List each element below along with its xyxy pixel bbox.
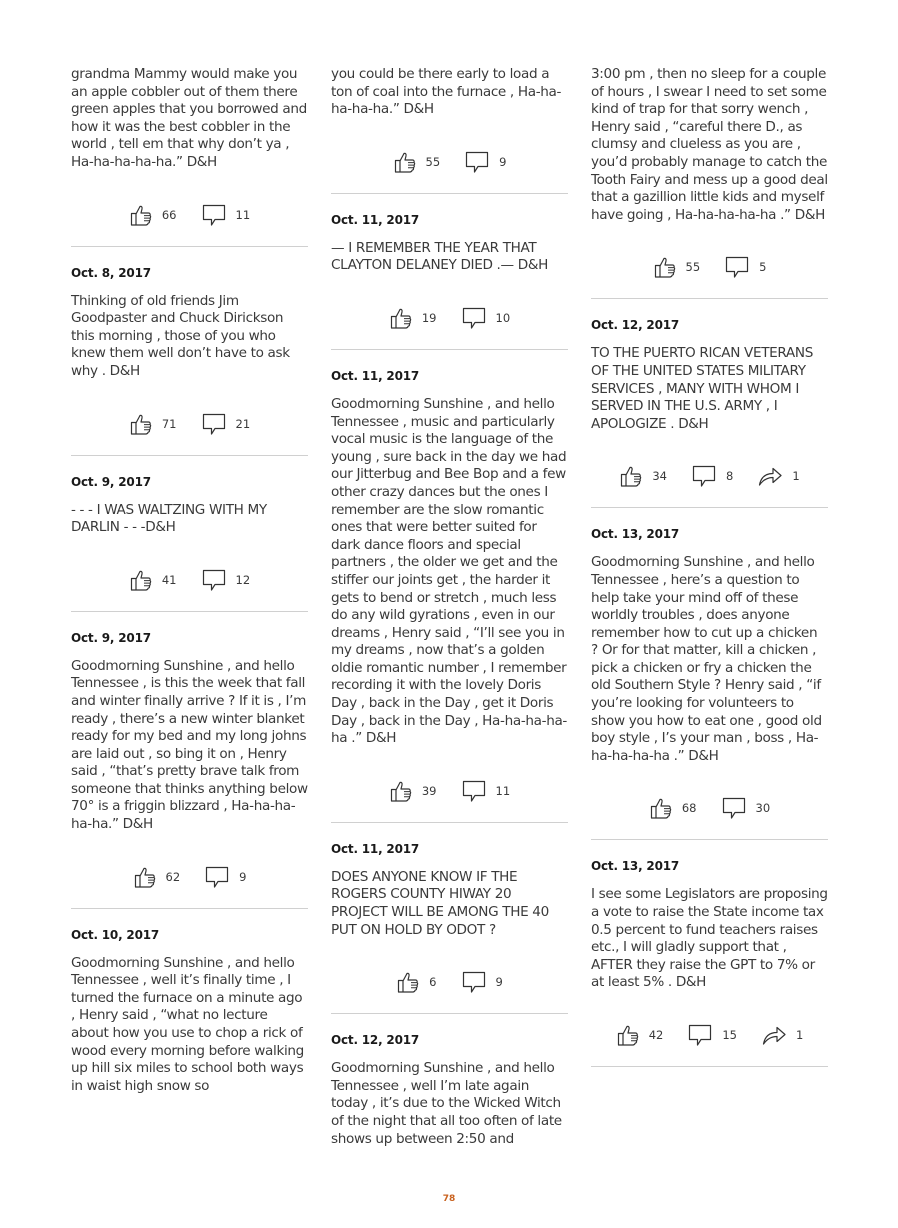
comment-stat[interactable] bbox=[461, 970, 503, 994]
continued-post-text: 3:00 pm , then no sleep for a couple of hours , I swear I need to set some kind of trap for that sorry wench , Henry said , “careful there D., as clumsy and clueless as you are , you’d probably manage to catch the Tooth Fairy and mess up a good deal that a gazillion little kids and myself have going , Ha-ha-ha-ha-ha .” D&H bbox=[591, 66, 828, 223]
like-stat[interactable] bbox=[393, 150, 441, 174]
thumbs-up-icon[interactable] bbox=[393, 150, 417, 174]
like-count: 41 bbox=[161, 572, 177, 587]
post-date: Oct. 10, 2017 bbox=[71, 927, 160, 942]
reaction-bar bbox=[71, 564, 308, 596]
comment-stat[interactable] bbox=[724, 255, 766, 279]
comment-icon[interactable] bbox=[461, 779, 487, 803]
thumbs-up-icon[interactable] bbox=[129, 568, 153, 592]
reaction-bar bbox=[71, 199, 308, 231]
reaction-bar bbox=[71, 861, 308, 893]
reaction-bar bbox=[331, 302, 568, 334]
comment-stat[interactable] bbox=[691, 464, 733, 488]
reaction-bar bbox=[591, 251, 828, 283]
post bbox=[331, 823, 568, 1014]
post-date: Oct. 11, 2017 bbox=[331, 841, 420, 856]
comment-stat[interactable] bbox=[687, 1023, 737, 1047]
like-stat[interactable] bbox=[619, 464, 667, 488]
post-date: Oct. 13, 2017 bbox=[591, 859, 680, 874]
comment-count: 12 bbox=[235, 572, 251, 587]
post bbox=[591, 840, 828, 1067]
like-stat[interactable] bbox=[616, 1023, 664, 1047]
like-count: 55 bbox=[685, 260, 701, 275]
share-stat[interactable] bbox=[757, 465, 799, 487]
comment-icon[interactable] bbox=[724, 255, 750, 279]
post-date: Oct. 12, 2017 bbox=[591, 318, 680, 333]
like-stat[interactable] bbox=[133, 865, 181, 889]
post-text: Goodmorning Sunshine , and hello Tennessee , is this the week that fall and winter finally arrive ? If it is , I’m ready , there’s a new winter blanket ready for my bed and my long johns are laid out , so bing it on , Henry said , “that’s pretty brave talk from someone that thinks anything below 70° is a friggin blizzard , Ha-ha-ha-ha-ha.” D&H bbox=[71, 657, 308, 833]
post bbox=[591, 508, 828, 840]
page-number: 78 bbox=[442, 1194, 456, 1204]
comment-stat[interactable] bbox=[461, 779, 511, 803]
like-count: 68 bbox=[681, 801, 697, 816]
reaction-bar bbox=[591, 792, 828, 824]
thumbs-up-icon[interactable] bbox=[133, 865, 157, 889]
post-date: Oct. 9, 2017 bbox=[71, 630, 151, 645]
post-text: Goodmorning Sunshine , and hello Tennessee , here’s a question to help take your mind off of these worldly troubles , does anyone remember how to cut up a chicken ? Or for that matter, kill a chicken , pick a chicken or fry a chicken the old Southern Style ? Henry said , “if you’re looking for volunteers to show you how to eat one , good old boy style , I’s your man , boss , Ha-ha-ha-ha-ha .” D&H bbox=[591, 554, 822, 764]
post bbox=[71, 909, 308, 1096]
post bbox=[71, 247, 308, 456]
like-count: 42 bbox=[648, 1028, 664, 1042]
post-text: TO THE PUERTO RICAN VETERANS OF THE UNITED STATES MILITARY SERVICES , MANY WITH WHOM I SERVED IN THE U.S. ARMY , I APOLOGIZE . D&H bbox=[591, 345, 813, 432]
column-1 bbox=[71, 66, 308, 1122]
post-date: Oct. 11, 2017 bbox=[331, 212, 420, 227]
comment-count: 15 bbox=[722, 1028, 737, 1042]
comment-count: 9 bbox=[499, 154, 507, 169]
comment-stat[interactable] bbox=[461, 306, 511, 330]
comment-icon[interactable] bbox=[461, 970, 487, 994]
comment-icon[interactable] bbox=[721, 796, 747, 820]
post bbox=[71, 612, 308, 909]
post bbox=[591, 299, 828, 508]
like-stat[interactable] bbox=[396, 970, 436, 994]
like-stat[interactable] bbox=[389, 779, 437, 803]
comment-count: 11 bbox=[235, 207, 251, 222]
like-count: 34 bbox=[652, 469, 667, 484]
like-stat[interactable] bbox=[649, 796, 697, 820]
comment-icon[interactable] bbox=[204, 865, 230, 889]
column-2 bbox=[331, 66, 568, 1175]
comment-stat[interactable] bbox=[201, 412, 251, 436]
like-stat[interactable] bbox=[389, 306, 437, 330]
comment-count: 10 bbox=[495, 310, 511, 325]
share-stat[interactable] bbox=[761, 1024, 803, 1046]
share-icon[interactable] bbox=[761, 1024, 787, 1046]
continued-post-text: you could be there early to load a ton of coal into the furnace , Ha-ha-ha-ha-ha.” D&H bbox=[331, 66, 562, 118]
thumbs-up-icon[interactable] bbox=[389, 306, 413, 330]
post-text: Thinking of old friends Jim Goodpaster and Chuck Dirickson this morning , those of you who knew them well don’t have to ask why . D&H bbox=[71, 292, 290, 379]
reaction-bar bbox=[591, 460, 828, 492]
like-count: 39 bbox=[421, 783, 437, 798]
thumbs-up-icon[interactable] bbox=[389, 779, 413, 803]
comment-stat[interactable] bbox=[201, 203, 251, 227]
thumbs-up-icon[interactable] bbox=[653, 255, 677, 279]
reaction-bar bbox=[71, 408, 308, 440]
comment-icon[interactable] bbox=[201, 568, 227, 592]
post-text: Goodmorning Sunshine , and hello Tennessee , well I’m late again today , it’s due to the Wicked Witch of the night that all too often of late shows up between 2:50 and bbox=[331, 1060, 562, 1147]
like-count: 19 bbox=[421, 310, 437, 325]
like-stat[interactable] bbox=[653, 255, 701, 279]
comment-icon[interactable] bbox=[201, 203, 227, 227]
like-stat[interactable] bbox=[129, 412, 177, 436]
comment-icon[interactable] bbox=[691, 464, 717, 488]
comment-stat[interactable] bbox=[201, 568, 251, 592]
post-text: Goodmorning Sunshine , and hello Tennessee , music and particularly vocal music is the language of the young , sure back in the day we had our Jitterbug and Bee Bop and a few other crazy dances but the ones I remember are the slow romantic ones that were better suited for dark dance floors and special partners , the older we get and the stiffer our joints get , the harder it gets to bend or stretch , much less do any wild gyrations , even in our dreams , Henry said , “I’ll see you in my dreams , now that’s a golden oldie romantic number , I remember recording it with the lovely Doris Day , back in the Day , get it Doris Day , back in the Day , Ha-ha-ha-ha-ha .” D&H bbox=[331, 395, 567, 747]
comment-icon[interactable] bbox=[687, 1023, 713, 1047]
comment-stat[interactable] bbox=[204, 865, 246, 889]
post-date: Oct. 8, 2017 bbox=[71, 265, 151, 280]
thumbs-up-icon[interactable] bbox=[396, 970, 420, 994]
comment-stat[interactable] bbox=[721, 796, 771, 820]
comment-icon[interactable] bbox=[461, 306, 487, 330]
post-text: — I REMEMBER THE YEAR THAT CLAYTON DELANEY DIED .— D&H bbox=[331, 239, 548, 274]
comment-count: 11 bbox=[495, 783, 511, 798]
post-text: Goodmorning Sunshine , and hello Tennessee , well it’s finally time , I turned the furnace on a minute ago , Henry said , “what no lecture about how you use to chop a rick of wood every morning before walking up hill six miles to school both ways in waist high snow so bbox=[71, 954, 304, 1094]
like-count: 6 bbox=[429, 975, 437, 990]
like-count: 62 bbox=[165, 869, 181, 884]
post-date: Oct. 12, 2017 bbox=[331, 1033, 420, 1048]
comment-count: 21 bbox=[235, 416, 251, 431]
share-count: 1 bbox=[795, 1028, 804, 1042]
continued-post-text: grandma Mammy would make you an apple cobbler out of them there green apples that you borrowed and how it was the best cobbler in the world , tell em that why don’t ya , Ha-ha-ha-ha-ha.” D&H bbox=[71, 66, 307, 170]
post-text: I see some Legislators are proposing a vote to raise the State income tax 0.5 percent to fund teachers raises etc., I will gladly support that , AFTER they raise the GPT to 7% or at least 5% . D&H bbox=[591, 886, 828, 991]
post-date: Oct. 11, 2017 bbox=[331, 368, 420, 383]
post bbox=[71, 456, 308, 612]
like-count: 71 bbox=[161, 416, 177, 431]
post bbox=[331, 1014, 568, 1148]
comment-count: 30 bbox=[755, 801, 771, 816]
comment-stat[interactable] bbox=[464, 150, 506, 174]
post bbox=[331, 350, 568, 823]
thumbs-up-icon[interactable] bbox=[616, 1023, 640, 1047]
reaction-bar bbox=[331, 775, 568, 807]
thumbs-up-icon[interactable] bbox=[649, 796, 673, 820]
share-count: 1 bbox=[792, 469, 800, 484]
reaction-bar bbox=[331, 966, 568, 998]
post-text: DOES ANYONE KNOW IF THE ROGERS COUNTY HIWAY 20 PROJECT WILL BE AMONG THE 40 PUT ON HOLD BY ODOT ? bbox=[331, 868, 549, 938]
comment-count: 5 bbox=[759, 260, 767, 275]
comment-count: 8 bbox=[725, 469, 734, 484]
like-stat[interactable] bbox=[129, 568, 177, 592]
share-icon[interactable] bbox=[757, 465, 783, 487]
thumbs-up-icon[interactable] bbox=[129, 203, 153, 227]
comment-count: 9 bbox=[495, 975, 503, 990]
comment-icon[interactable] bbox=[464, 150, 490, 174]
post bbox=[331, 194, 568, 350]
thumbs-up-icon[interactable] bbox=[129, 412, 153, 436]
post-text: - - - I WAS WALTZING WITH MY DARLIN - - -D&H bbox=[71, 501, 267, 536]
reaction-bar bbox=[591, 1019, 828, 1051]
like-count: 55 bbox=[425, 154, 441, 169]
reaction-bar bbox=[331, 146, 568, 178]
post-date: Oct. 13, 2017 bbox=[591, 527, 680, 542]
comment-icon[interactable] bbox=[201, 412, 227, 436]
thumbs-up-icon[interactable] bbox=[619, 464, 643, 488]
comment-count: 9 bbox=[239, 869, 247, 884]
like-stat[interactable] bbox=[129, 203, 177, 227]
divider bbox=[591, 1066, 828, 1067]
column-3 bbox=[591, 66, 828, 1067]
post-date: Oct. 9, 2017 bbox=[71, 474, 151, 489]
like-count: 66 bbox=[161, 207, 177, 222]
